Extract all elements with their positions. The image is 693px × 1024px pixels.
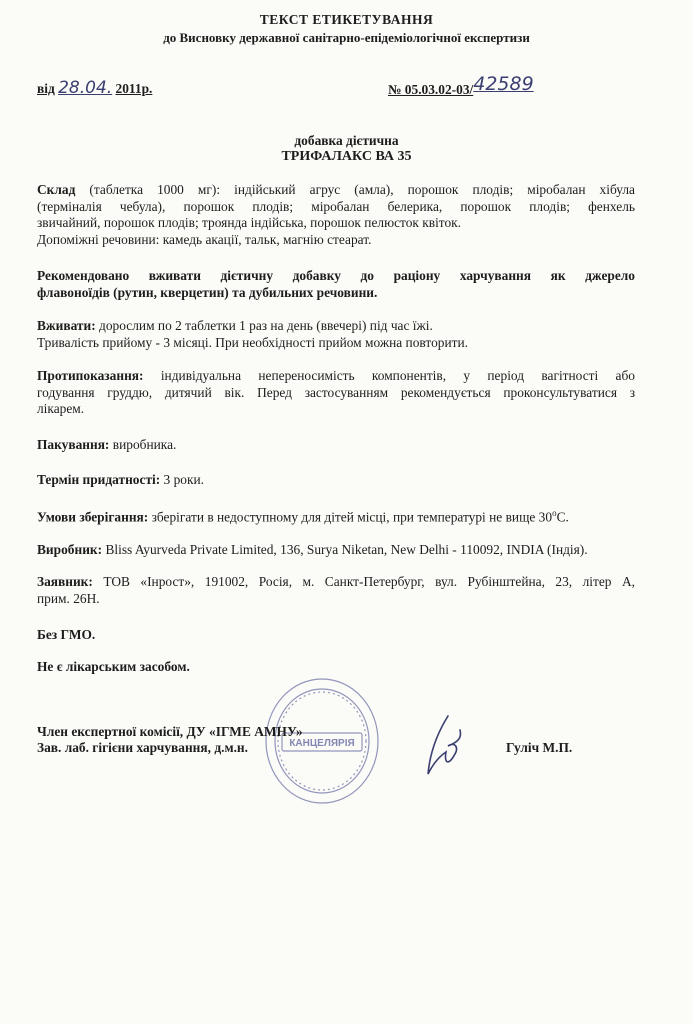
product-kind: добавка дієтична — [294, 133, 399, 148]
storage-text: зберігати в недоступному для дітей місці, при температурі не вище 30 — [148, 509, 553, 525]
packaging-line — [37, 437, 176, 453]
product-name: ТРИФАЛАКС ВА 35 — [281, 149, 412, 164]
contraindications-section — [37, 368, 635, 418]
storage-unit: С. — [556, 509, 569, 525]
contraindications-line-1: індивідуальна непереносимість компонентів, у період вагітності або — [143, 368, 635, 383]
manufacturer-text: Bliss Ayurveda Private Limited, 136, Surya Niketan, New Delhi - 110092, INDIA (Індія). — [102, 542, 588, 557]
date-handwritten: 28.04. — [58, 78, 113, 98]
recommendation-line-2: флавоноїдів (рутин, кверцетин) та дубильних речовини. — [37, 284, 378, 300]
signature-line-2: Зав. лаб. гігієни харчування, д.м.н. — [37, 740, 248, 755]
handwritten-signature — [418, 712, 478, 782]
date-line — [37, 80, 152, 97]
signatory-name: Гуліч М.П. — [506, 740, 573, 755]
usage-section — [37, 318, 635, 351]
auxiliary-substances: Допоміжні речовини: камедь акації, тальк, магнію стеарат. — [37, 231, 372, 247]
contraindications-line-3: лікарем. — [37, 401, 85, 416]
not-medicine-statement: Не є лікарським засобом. — [37, 659, 190, 674]
document-subtitle: до Висновку державної санітарно-епідеміологічної експертизи — [163, 30, 530, 45]
composition-label: Склад — [37, 182, 76, 197]
composition-line-3: звичайний, порошок плодів; троянда індійська, порошок пелюсток квіток. — [37, 215, 462, 230]
packaging-text: виробника. — [109, 437, 177, 452]
shelf-life-text: 3 роки. — [160, 472, 205, 487]
applicant-label: Заявник: — [37, 574, 93, 589]
contraindications-label: Протипоказання: — [37, 368, 144, 383]
shelf-life-label: Термін придатності: — [37, 472, 161, 487]
packaging-label: Пакування: — [37, 437, 110, 452]
recommendation-line-1: Рекомендовано вживати дієтичну добавку до раціону харчування як джерело — [37, 268, 635, 283]
official-stamp — [262, 675, 382, 805]
number-handwritten: 42589 — [473, 73, 534, 95]
gmo-statement: Без ГМО. — [37, 627, 96, 642]
shelf-life-line — [37, 472, 204, 488]
applicant-line-2: прим. 26Н. — [37, 590, 100, 606]
usage-text: дорослим по 2 таблетки 1 раз на день (ввечері) під час їжі. — [95, 318, 433, 333]
number-prefix: № 05.03.02-03/ — [388, 82, 474, 97]
applicant-section — [37, 574, 635, 607]
composition-section — [37, 182, 635, 248]
composition-line-2: (терміналія чебула), порошок плодів; міробалан белерика, порошок плодів; фенхель — [37, 198, 635, 214]
storage-degree: о — [552, 508, 557, 518]
storage-line — [37, 505, 569, 525]
usage-label: Вживати: — [37, 318, 96, 333]
number-line — [388, 73, 534, 98]
date-suffix: 2011р. — [115, 81, 153, 96]
manufacturer-label: Виробник: — [37, 542, 103, 557]
recommendation-section — [37, 268, 635, 301]
usage-duration: Тривалість прийому - 3 місяці. При необхідності прийом можна повторити. — [37, 334, 468, 350]
contraindications-line-2: годування груддю, дитячий вік. Перед застосуванням рекомендується проконсультуватися з — [37, 384, 635, 400]
applicant-line-1: ТОВ «Інрост», 191002, Росія, м. Санкт-Петербург, вул. Рубінштейна, 23, літер А, — [92, 574, 635, 589]
signature-line-1: Член експертної комісії, ДУ «ІГМЕ АМНУ» — [37, 724, 303, 739]
composition-line-1: (таблетка 1000 мг): індійський агрус (амла), порошок плодів; міробалан хібула — [75, 182, 635, 197]
date-prefix: від — [37, 81, 55, 96]
document-title: ТЕКСТ ЕТИКЕТУВАННЯ — [259, 12, 434, 27]
manufacturer-line — [37, 542, 588, 558]
storage-label: Умови зберігання: — [37, 509, 149, 525]
stamp-text: КАНЦЕЛЯРІЯ — [289, 738, 355, 749]
